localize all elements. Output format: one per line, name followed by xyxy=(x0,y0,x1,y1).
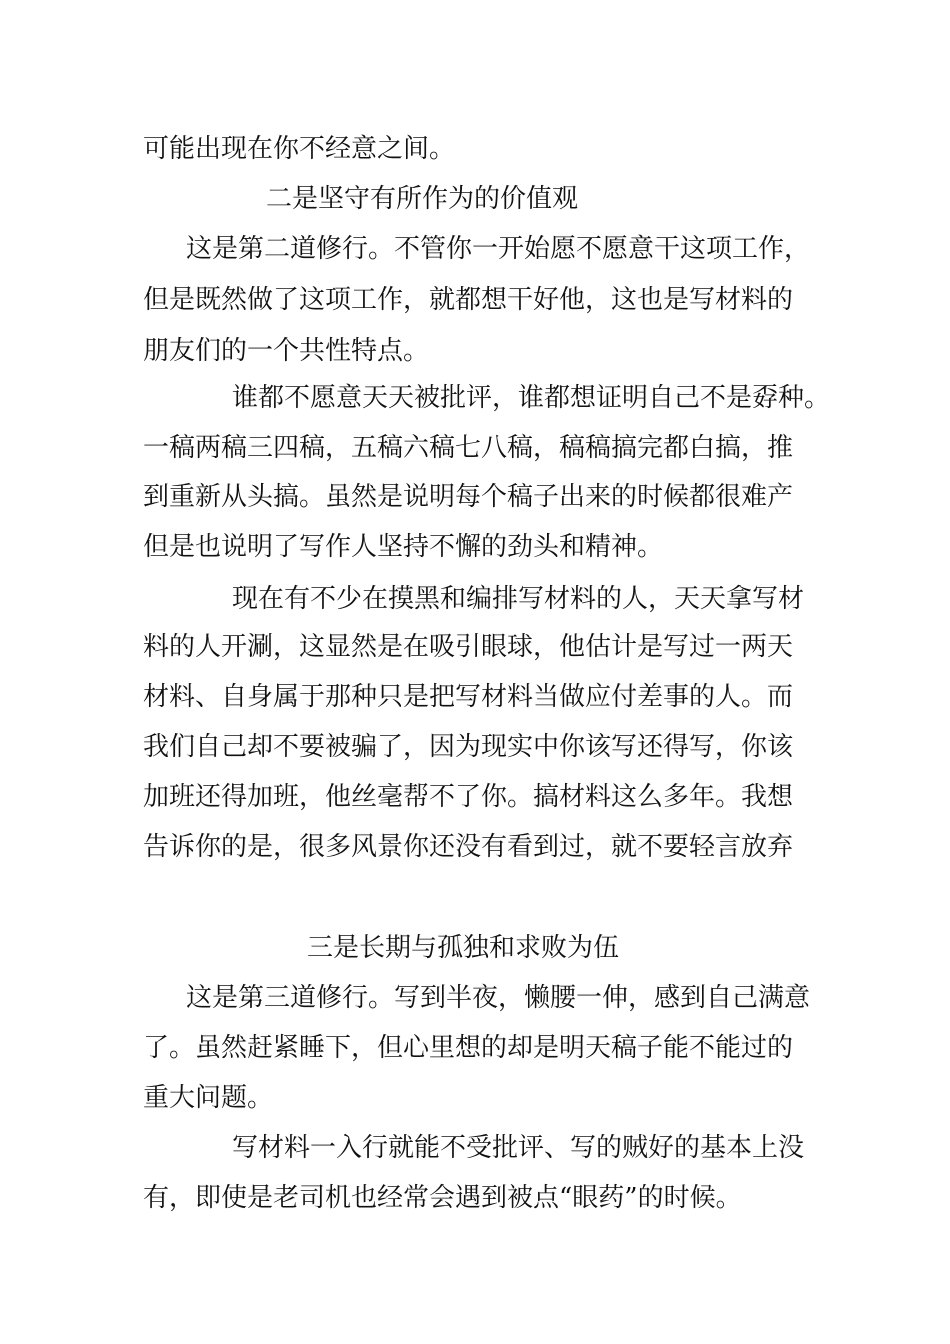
text-line: 有，即使是老司机也经常会遇到被点“眼药”的时候。 xyxy=(143,1183,742,1213)
text-line: 但是也说明了写作人坚持不懈的劲头和精神。 xyxy=(143,532,664,562)
text-line: 写材料一入行就能不受批评、写的贼好的基本上没 xyxy=(232,1133,805,1163)
text-line: 可能出现在你不经意之间。 xyxy=(143,134,456,164)
text-line: 重大问题。 xyxy=(143,1083,274,1113)
section-heading: 二是坚守有所作为的价值观 xyxy=(266,184,579,214)
section-heading: 三是长期与孤独和求败为伍 xyxy=(307,933,620,963)
text-line: 材料、自身属于那种只是把写材料当做应付差事的人。而 xyxy=(143,682,794,712)
text-line: 但是既然做了这项工作，就都想干好他，这也是写材料的 xyxy=(143,285,794,315)
text-line: 谁都不愿意天天被批评，谁都想证明自己不是孬种。 xyxy=(232,383,831,413)
text-line: 这是第三道修行。写到半夜，懒腰一伸，感到自己满意 xyxy=(186,983,811,1013)
text-line: 到重新从头搞。虽然是说明每个稿子出来的时候都很难产 xyxy=(143,482,794,512)
text-line: 料的人开涮，这显然是在吸引眼球，他估计是写过一两天 xyxy=(143,632,794,662)
text-line: 了。虽然赶紧睡下，但心里想的却是明天稿子能不能过的 xyxy=(143,1033,794,1063)
text-line: 告诉你的是，很多风景你还没有看到过，就不要轻言放弃 xyxy=(143,832,794,862)
text-line: 一稿两稿三四稿，五稿六稿七八稿，稿稿搞完都白搞，推 xyxy=(143,433,794,463)
text-line: 加班还得加班，他丝毫帮不了你。搞材料这么多年。我想 xyxy=(143,782,794,812)
text-line: 这是第二道修行。不管你一开始愿不愿意干这项工作， xyxy=(186,234,811,264)
text-line: 朋友们的一个共性特点。 xyxy=(143,336,430,366)
text-line: 现在有不少在摸黑和编排写材料的人，天天拿写材 xyxy=(232,584,805,614)
text-line: 我们自己却不要被骗了，因为现实中你该写还得写，你该 xyxy=(143,732,794,762)
